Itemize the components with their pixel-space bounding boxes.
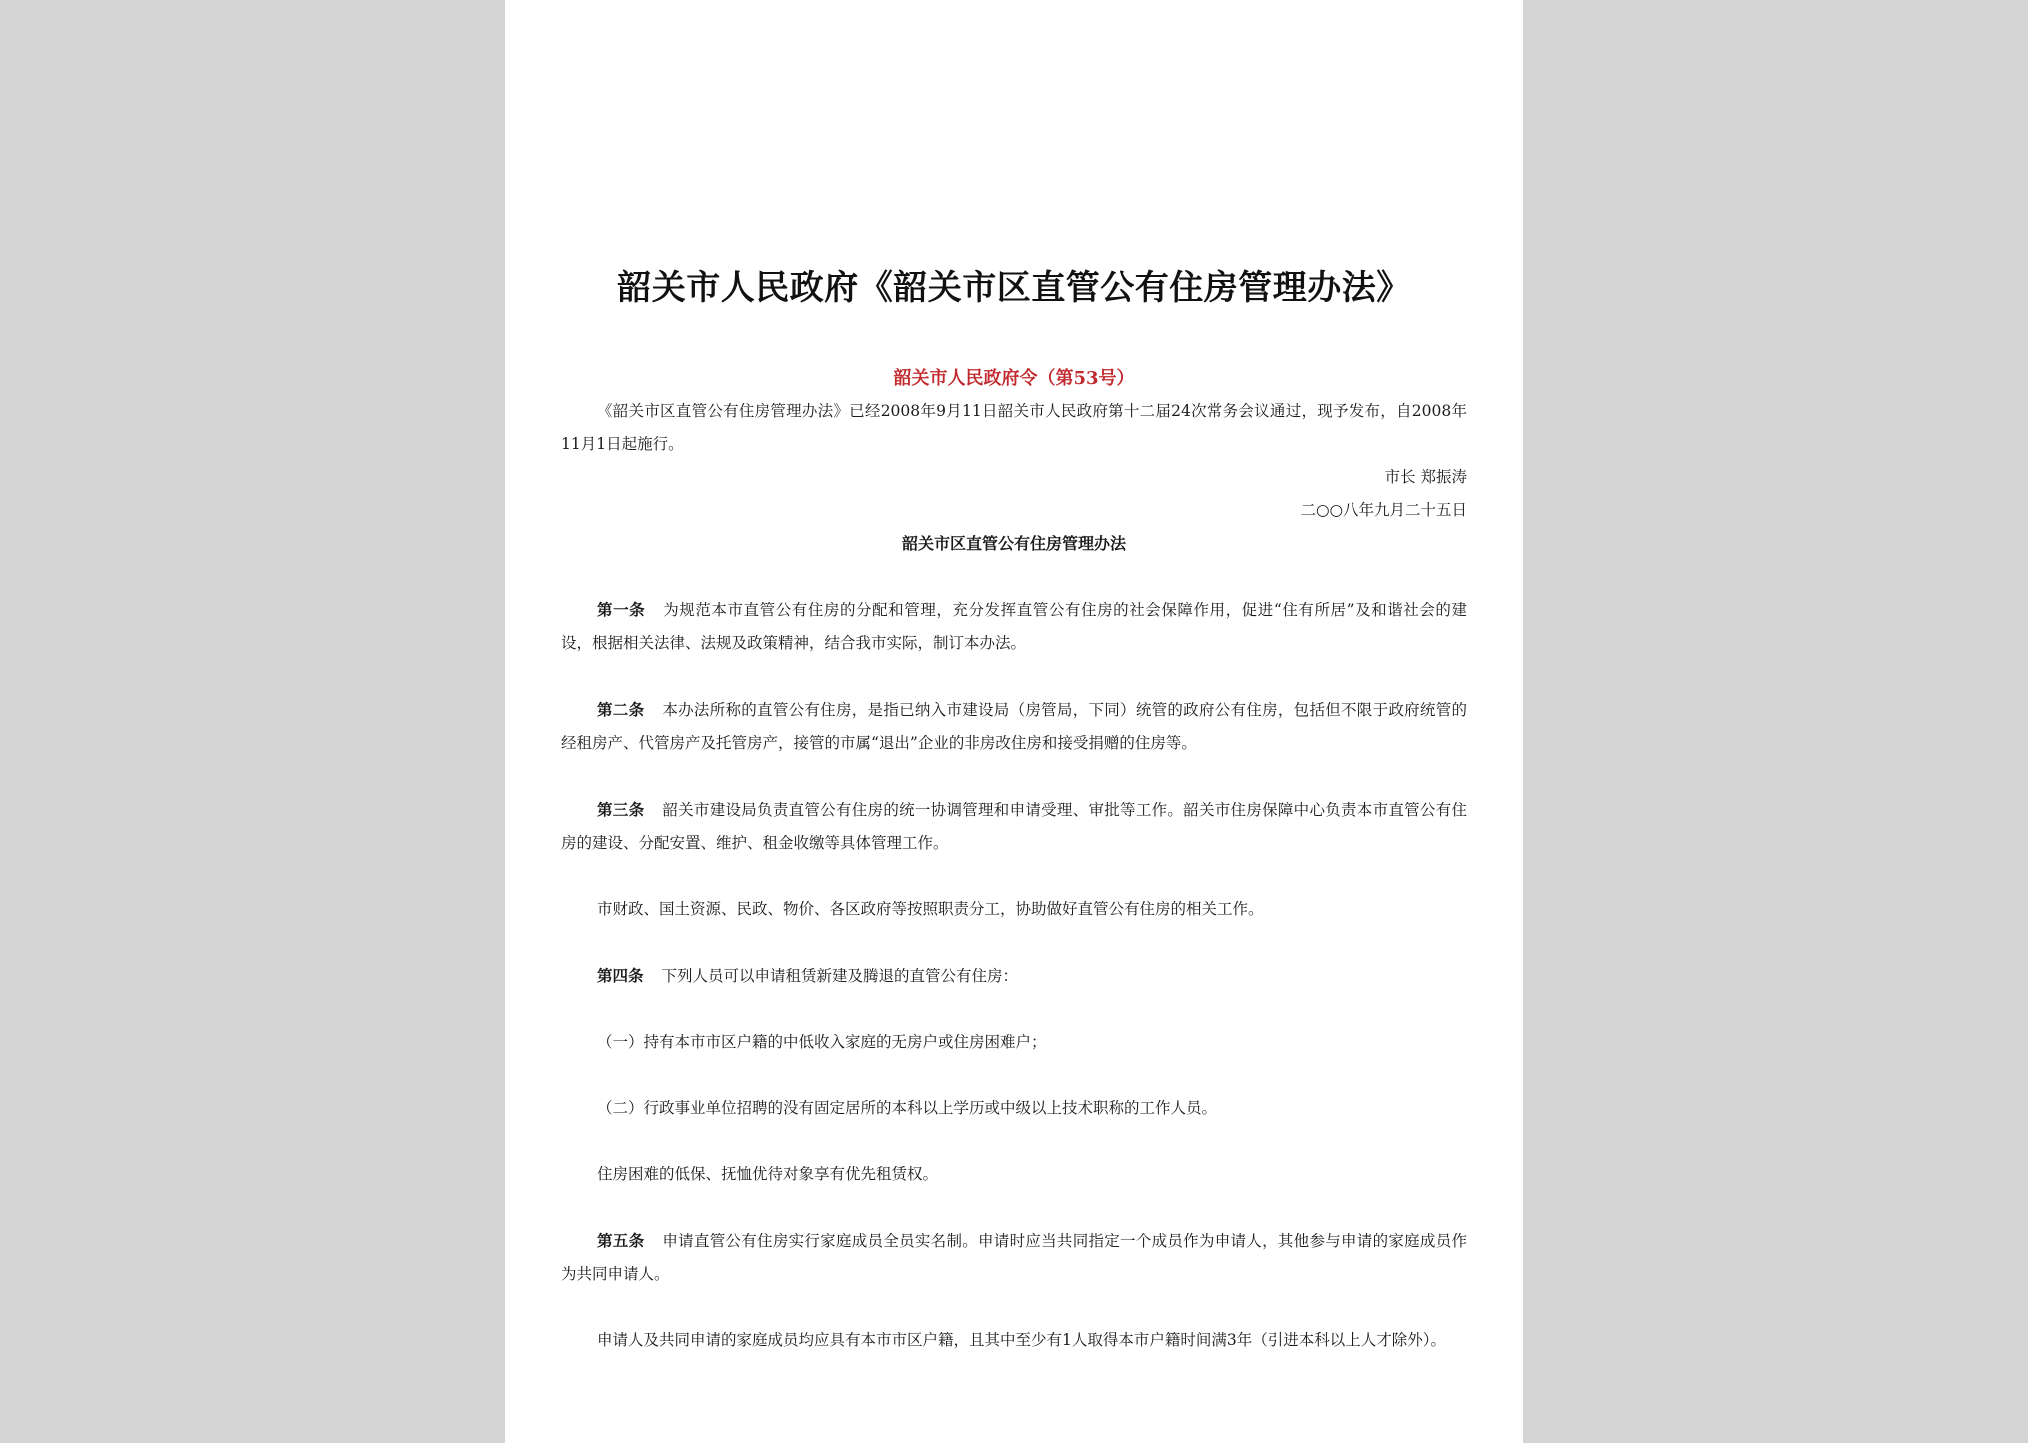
article-label: 第四条 [597, 966, 644, 985]
issue-date: 二○○八年九月二十五日 [1300, 501, 1467, 519]
signer: 市长 郑振涛 [1384, 468, 1467, 486]
list-item: （二）行政事业单位招聘的没有固定居所的本科以上学历或中级以上技术职称的工作人员。 [597, 1099, 1218, 1117]
article-4 [561, 959, 1467, 993]
article-label: 第三条 [597, 800, 645, 819]
government-order-number: 韶关市人民政府令（第53号） [893, 368, 1135, 389]
list-item: （一）持有本市市区户籍的中低收入家庭的无房户或住房困难户； [597, 1033, 1047, 1051]
document-title: 韶关市人民政府《韶关市区直管公有住房管理办法》 [617, 268, 1411, 308]
article-text: 下列人员可以申请租赁新建及腾退的直管公有住房： [661, 967, 1019, 985]
article-5-paragraph-2: 申请人及共同申请的家庭成员均应具有本市市区户籍，且其中至少有1人取得本市户籍时间满3年（引进本科以上人才除外）。 [597, 1331, 1446, 1349]
article-label: 第二条 [597, 700, 645, 719]
article-text: 申请直管公有住房实行家庭成员全员实名制。申请时应当共同指定一个成员作为申请人，其他参与申请的家庭成员作为共同申请人。 [561, 1232, 1467, 1283]
preamble-paragraph: 《韶关市区直管公有住房管理办法》已经2008年9月11日韶关市人民政府第十二届24次常务会议通过，现予发布，自2008年11月1日起施行。 [561, 402, 1467, 453]
article-3 [561, 793, 1467, 860]
article-2 [561, 693, 1467, 760]
article-label: 第一条 [597, 600, 646, 619]
article-text: 为规范本市直管公有住房的分配和管理，充分发挥直管公有住房的社会保障作用，促进“住有所居”及和谐社会的建设，根据相关法律、法规及政策精神，结合我市实际，制订本办法。 [561, 601, 1467, 652]
document-page [505, 0, 1523, 1443]
article-text: 韶关市建设局负责直管公有住房的统一协调管理和申请受理、审批等工作。韶关市住房保障中心负责本市直管公有住房的建设、分配安置、维护、租金收缴等具体管理工作。 [561, 801, 1467, 852]
article-5 [561, 1224, 1467, 1291]
article-text: 本办法所称的直管公有住房，是指已纳入市建设局（房管局，下同）统管的政府公有住房，包括但不限于政府统管的经租房产、代管房产及托管房产，接管的市属“退出”企业的非房改住房和接受捐赠的住房等。 [561, 701, 1467, 752]
article-3-paragraph-2: 市财政、国土资源、民政、物价、各区政府等按照职责分工，协助做好直管公有住房的相关工作。 [597, 900, 1264, 918]
article-1 [561, 593, 1467, 660]
article-label: 第五条 [597, 1231, 645, 1250]
regulation-subtitle: 韶关市区直管公有住房管理办法 [901, 534, 1126, 553]
article-4-paragraph-2: 住房困难的低保、抚恤优待对象享有优先租赁权。 [597, 1165, 939, 1183]
